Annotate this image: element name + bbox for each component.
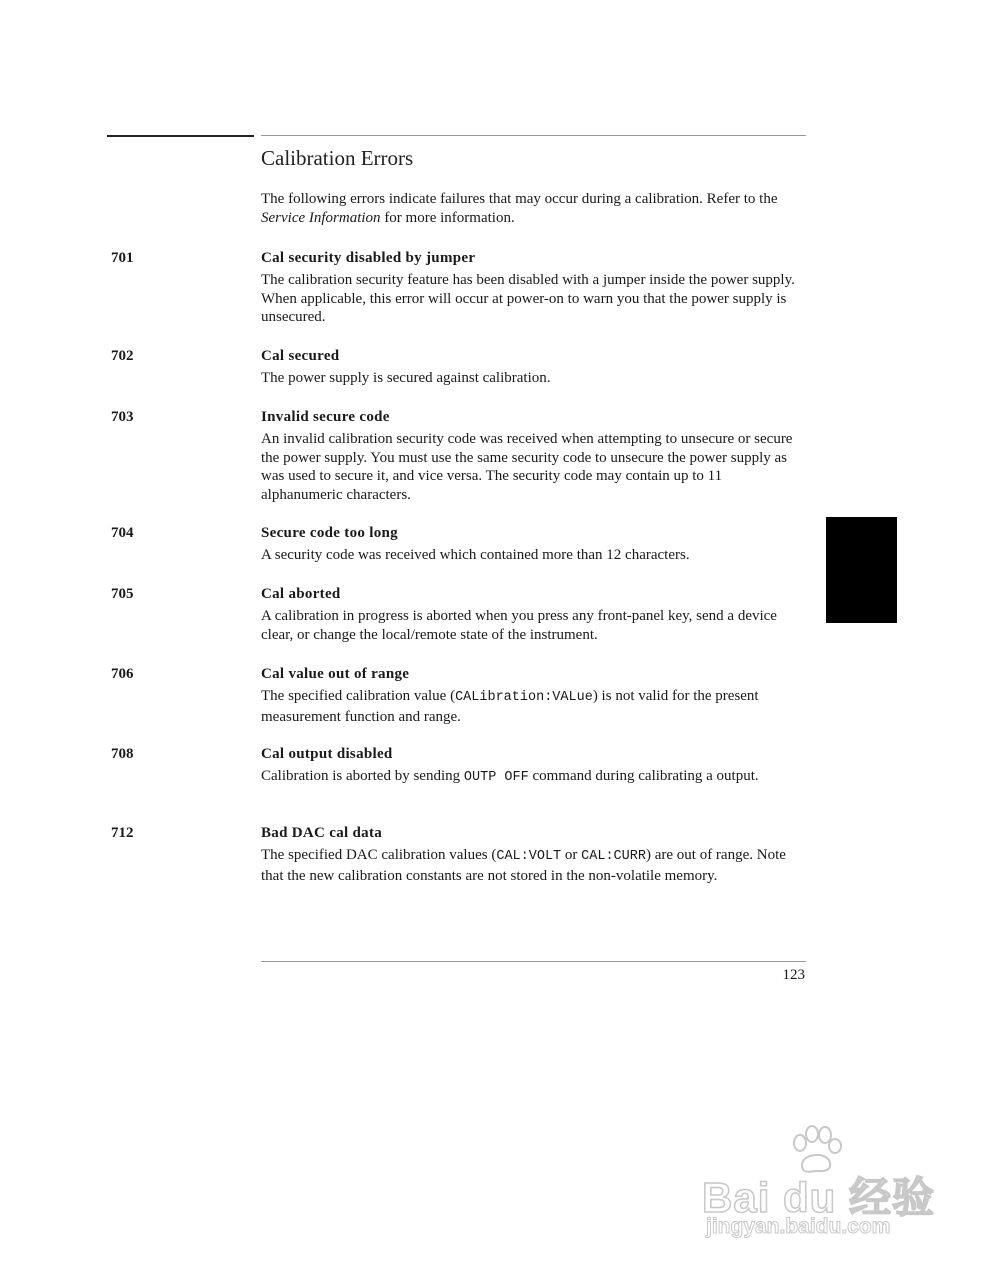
intro-text-2: for more information.	[380, 210, 515, 226]
error-code-704: 704	[111, 525, 134, 541]
desc-text: or	[561, 847, 582, 863]
error-description: An invalid calibration security code was received when attempting to unsecure or secure the power supply. You must use the same security code to unsecure the power supply as was used to secure it, and vice versa. The security code may contain up to 11 alphanumeric characters.	[261, 431, 793, 503]
footer-rule	[261, 961, 806, 962]
error-description	[261, 687, 806, 726]
desc-text: The specified calibration value (	[261, 688, 456, 704]
error-title: Bad DAC cal data	[261, 825, 383, 841]
error-entry-708	[261, 745, 806, 788]
error-code-706: 706	[111, 666, 134, 682]
error-entry-706	[261, 665, 806, 726]
error-description	[261, 846, 806, 885]
error-description	[261, 767, 806, 788]
error-entry-712	[261, 824, 806, 885]
error-title: Secure code too long	[261, 525, 398, 541]
error-title: Invalid secure code	[261, 409, 390, 425]
page-number: 123	[782, 967, 805, 983]
error-entry-704	[261, 524, 806, 565]
error-entry-705	[261, 585, 806, 644]
error-code-712: 712	[111, 825, 134, 841]
error-entry-703	[261, 408, 806, 504]
desc-text: The specified DAC calibration values (	[261, 847, 497, 863]
baidu-watermark	[700, 1125, 935, 1245]
error-code-701: 701	[111, 250, 134, 266]
error-entry-701	[261, 249, 806, 327]
header-rule-left	[107, 135, 254, 137]
desc-text: ) is not valid for the present measurement function and range.	[261, 688, 759, 725]
error-code-708: 708	[111, 746, 134, 762]
error-title: Cal value out of range	[261, 666, 410, 682]
error-title: Cal aborted	[261, 586, 341, 602]
error-description: A security code was received which contained more than 12 characters.	[261, 547, 690, 563]
intro-emphasis: Service Information	[261, 210, 381, 226]
watermark-url: jingyan.baidu.com	[706, 1215, 891, 1238]
error-entry-702	[261, 347, 806, 388]
header-rule-right	[261, 135, 806, 136]
desc-text: Calibration is aborted by sending	[261, 768, 464, 784]
watermark-brand: Bai du 经验	[702, 1174, 936, 1221]
desc-text: ) are out of range. Note that the new calibration constants are not stored in the non-volatile memory.	[261, 847, 786, 884]
error-description: The power supply is secured against calibration.	[261, 370, 551, 386]
intro-text-1: The following errors indicate failures that may occur during a calibration. Refer to the	[261, 191, 778, 207]
error-description: A calibration in progress is aborted when you press any front-panel key, send a device clear, or change the local/remote state of the instrument.	[261, 608, 777, 643]
command-code: CALibration:VALue	[455, 690, 593, 705]
error-code-703: 703	[111, 409, 134, 425]
error-title: Cal security disabled by jumper	[261, 250, 476, 266]
error-title: Cal secured	[261, 348, 340, 364]
error-code-705: 705	[111, 586, 134, 602]
error-description: The calibration security feature has been disabled with a jumper inside the power supply. When applicable, this error will occur at power-on to warn you that the power supply is unsecured.	[261, 272, 795, 325]
chapter-thumb-tab	[826, 517, 897, 623]
desc-text: command during calibrating a output.	[528, 768, 759, 784]
command-code: CAL:VOLT	[496, 849, 562, 864]
error-title: Cal output disabled	[261, 746, 393, 762]
command-code: CAL:CURR	[581, 849, 646, 864]
error-code-702: 702	[111, 348, 134, 364]
section-intro	[261, 190, 806, 228]
command-code: OUTP OFF	[463, 770, 529, 785]
section-title: Calibration Errors	[261, 146, 414, 170]
